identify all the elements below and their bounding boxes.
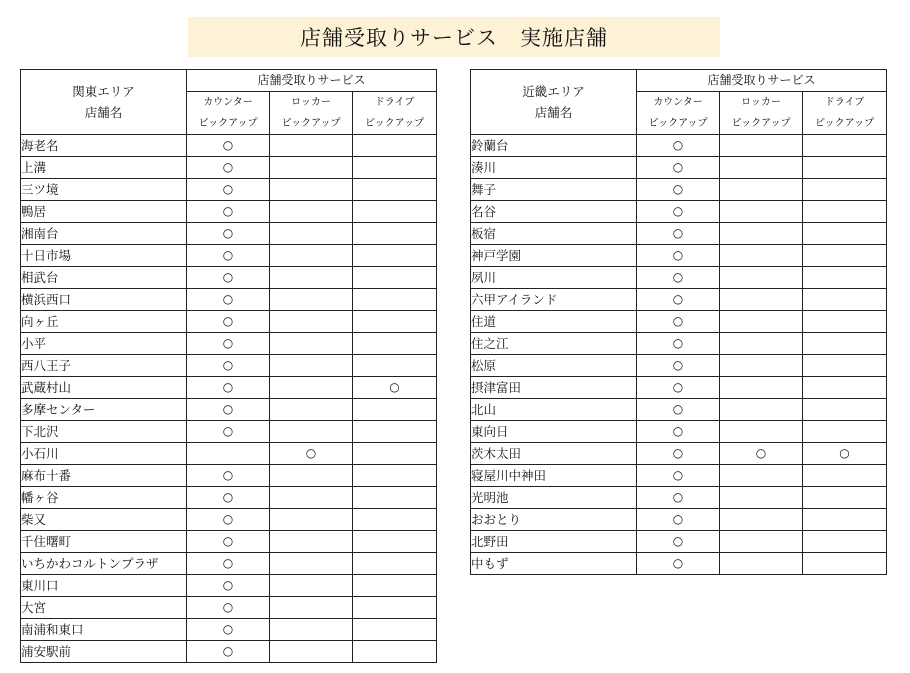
drive-pickup-cell <box>353 575 437 597</box>
drive-pickup-cell <box>803 333 887 355</box>
store-name-cell: 東向日 <box>471 421 637 443</box>
locker-pickup-cell <box>720 531 803 553</box>
table-row <box>21 179 437 201</box>
locker-pickup-cell <box>720 135 803 157</box>
counter-pickup-cell: ○ <box>187 245 270 267</box>
drive-pickup-cell <box>353 553 437 575</box>
kanto-region-header <box>21 70 187 135</box>
table-row <box>471 355 887 377</box>
table-row <box>21 575 437 597</box>
store-name-cell: 大宮 <box>21 597 187 619</box>
kinki-service-header: 店舗受取りサービス <box>637 70 887 92</box>
drive-pickup-cell <box>803 201 887 223</box>
locker-pickup-cell: ○ <box>270 443 353 465</box>
table-row <box>21 641 437 663</box>
table-row <box>21 135 437 157</box>
drive-pickup-cell <box>353 267 437 289</box>
kanto-region-label: 関東エリア <box>72 84 135 99</box>
counter-pickup-cell: ○ <box>187 531 270 553</box>
store-name-cell: 南浦和東口 <box>21 619 187 641</box>
counter-pickup-cell: ○ <box>187 355 270 377</box>
drive-pickup-cell <box>353 245 437 267</box>
drive-pickup-cell <box>803 245 887 267</box>
table-row <box>471 553 887 575</box>
store-name-cell: 六甲アイランド <box>471 289 637 311</box>
store-name-cell: 千住曙町 <box>21 531 187 553</box>
table-row <box>471 443 887 465</box>
locker-pickup-cell <box>270 641 353 663</box>
table-row <box>471 135 887 157</box>
locker-pickup-cell <box>270 223 353 245</box>
drive-pickup-cell <box>353 487 437 509</box>
drive-pickup-cell <box>803 223 887 245</box>
drive-pickup-cell <box>803 355 887 377</box>
kanto-store-table <box>20 69 437 663</box>
kinki-table-body <box>471 135 887 575</box>
store-name-cell: 湊川 <box>471 157 637 179</box>
locker-pickup-cell <box>720 201 803 223</box>
store-name-cell: 上溝 <box>21 157 187 179</box>
kanto-col-counter: カウンター ピックアップ <box>187 92 270 135</box>
store-name-cell: 光明池 <box>471 487 637 509</box>
table-row <box>471 399 887 421</box>
locker-pickup-cell <box>720 179 803 201</box>
counter-pickup-cell: ○ <box>637 223 720 245</box>
locker-pickup-cell <box>720 509 803 531</box>
counter-pickup-cell: ○ <box>187 421 270 443</box>
drive-pickup-cell <box>353 135 437 157</box>
locker-pickup-cell <box>720 377 803 399</box>
locker-pickup-cell <box>270 597 353 619</box>
store-name-cell: 住之江 <box>471 333 637 355</box>
locker-pickup-cell <box>720 465 803 487</box>
table-row <box>21 245 437 267</box>
drive-pickup-cell <box>803 509 887 531</box>
store-name-cell: 摂津富田 <box>471 377 637 399</box>
locker-pickup-cell <box>720 421 803 443</box>
table-row <box>21 619 437 641</box>
drive-pickup-cell <box>803 487 887 509</box>
counter-pickup-cell: ○ <box>637 245 720 267</box>
table-row <box>471 245 887 267</box>
table-row <box>471 509 887 531</box>
table-row <box>471 465 887 487</box>
table-row <box>471 201 887 223</box>
locker-pickup-cell <box>270 157 353 179</box>
locker-pickup-cell <box>720 311 803 333</box>
kinki-col-drive: ドライブ ピックアップ <box>803 92 887 135</box>
kinki-store-name-label: 店舗名 <box>534 105 573 120</box>
locker-pickup-cell <box>270 267 353 289</box>
store-name-cell: 鴨居 <box>21 201 187 223</box>
drive-pickup-cell <box>803 289 887 311</box>
drive-pickup-cell <box>353 597 437 619</box>
counter-pickup-cell: ○ <box>637 267 720 289</box>
counter-pickup-cell: ○ <box>187 135 270 157</box>
counter-pickup-cell: ○ <box>637 487 720 509</box>
store-name-cell: 湘南台 <box>21 223 187 245</box>
drive-pickup-cell <box>353 509 437 531</box>
locker-pickup-cell <box>270 531 353 553</box>
page-title-text: 店舗受取りサービス 実施店舗 <box>300 26 608 50</box>
drive-pickup-cell <box>803 179 887 201</box>
store-name-cell: おおとり <box>471 509 637 531</box>
drive-pickup-cell <box>803 421 887 443</box>
store-name-cell: 横浜西口 <box>21 289 187 311</box>
table-row <box>21 377 437 399</box>
drive-pickup-cell <box>353 443 437 465</box>
store-name-cell: 東川口 <box>21 575 187 597</box>
table-row <box>21 223 437 245</box>
drive-pickup-cell <box>353 333 437 355</box>
table-row <box>471 377 887 399</box>
drive-pickup-cell <box>353 641 437 663</box>
table-row <box>21 157 437 179</box>
kanto-table-body <box>21 135 437 663</box>
drive-pickup-cell <box>353 531 437 553</box>
table-row <box>21 311 437 333</box>
locker-pickup-cell <box>270 619 353 641</box>
counter-pickup-cell: ○ <box>187 575 270 597</box>
store-name-cell: 下北沢 <box>21 421 187 443</box>
counter-pickup-cell: ○ <box>187 223 270 245</box>
store-name-cell: 舞子 <box>471 179 637 201</box>
locker-pickup-cell <box>270 575 353 597</box>
store-name-cell: 夙川 <box>471 267 637 289</box>
table-row <box>471 157 887 179</box>
locker-pickup-cell <box>720 553 803 575</box>
counter-pickup-cell: ○ <box>187 619 270 641</box>
counter-pickup-cell: ○ <box>637 311 720 333</box>
table-row <box>21 399 437 421</box>
store-name-cell: 茨木太田 <box>471 443 637 465</box>
counter-pickup-cell: ○ <box>637 179 720 201</box>
drive-pickup-cell <box>803 531 887 553</box>
locker-pickup-cell <box>720 355 803 377</box>
store-name-cell: 鈴蘭台 <box>471 135 637 157</box>
counter-pickup-cell: ○ <box>637 289 720 311</box>
locker-pickup-cell <box>720 399 803 421</box>
table-row <box>471 333 887 355</box>
locker-pickup-cell <box>720 267 803 289</box>
table-row <box>21 553 437 575</box>
kinki-region-header <box>471 70 637 135</box>
locker-pickup-cell: ○ <box>720 443 803 465</box>
locker-pickup-cell <box>270 333 353 355</box>
counter-pickup-cell: ○ <box>637 531 720 553</box>
drive-pickup-cell: ○ <box>803 443 887 465</box>
drive-pickup-cell <box>803 465 887 487</box>
drive-pickup-cell <box>353 311 437 333</box>
counter-pickup-cell: ○ <box>187 377 270 399</box>
drive-pickup-cell <box>353 157 437 179</box>
locker-pickup-cell <box>270 179 353 201</box>
locker-pickup-cell <box>270 487 353 509</box>
store-name-cell: 寝屋川中神田 <box>471 465 637 487</box>
kanto-store-name-label: 店舗名 <box>84 105 123 120</box>
store-name-cell: 小平 <box>21 333 187 355</box>
store-name-cell: 住道 <box>471 311 637 333</box>
locker-pickup-cell <box>720 223 803 245</box>
table-row <box>21 509 437 531</box>
table-row <box>21 531 437 553</box>
counter-pickup-cell: ○ <box>637 553 720 575</box>
store-name-cell: 松原 <box>471 355 637 377</box>
locker-pickup-cell <box>270 245 353 267</box>
drive-pickup-cell <box>353 201 437 223</box>
locker-pickup-cell <box>270 553 353 575</box>
counter-pickup-cell: ○ <box>637 509 720 531</box>
counter-pickup-cell: ○ <box>187 311 270 333</box>
table-row <box>21 421 437 443</box>
counter-pickup-cell: ○ <box>187 157 270 179</box>
store-name-cell: 浦安駅前 <box>21 641 187 663</box>
counter-pickup-cell: ○ <box>187 179 270 201</box>
table-row <box>471 289 887 311</box>
counter-pickup-cell: ○ <box>187 289 270 311</box>
store-name-cell: 西八王子 <box>21 355 187 377</box>
counter-pickup-cell: ○ <box>187 465 270 487</box>
counter-pickup-cell: ○ <box>187 487 270 509</box>
counter-pickup-cell: ○ <box>187 201 270 223</box>
table-row <box>21 597 437 619</box>
table-row <box>21 333 437 355</box>
counter-pickup-cell: ○ <box>637 443 720 465</box>
kinki-col-counter: カウンター ピックアップ <box>637 92 720 135</box>
counter-pickup-cell: ○ <box>637 465 720 487</box>
counter-pickup-cell <box>187 443 270 465</box>
store-name-cell: 幡ヶ谷 <box>21 487 187 509</box>
counter-pickup-cell: ○ <box>637 399 720 421</box>
drive-pickup-cell <box>803 135 887 157</box>
locker-pickup-cell <box>720 289 803 311</box>
store-name-cell: 三ツ境 <box>21 179 187 201</box>
table-row <box>21 267 437 289</box>
drive-pickup-cell <box>353 289 437 311</box>
counter-pickup-cell: ○ <box>187 333 270 355</box>
table-row <box>21 355 437 377</box>
locker-pickup-cell <box>270 465 353 487</box>
drive-pickup-cell <box>353 355 437 377</box>
locker-pickup-cell <box>720 157 803 179</box>
store-name-cell: いちかわコルトンプラザ <box>21 553 187 575</box>
locker-pickup-cell <box>270 289 353 311</box>
kinki-col-locker: ロッカー ピックアップ <box>720 92 803 135</box>
store-name-cell: 北山 <box>471 399 637 421</box>
drive-pickup-cell <box>803 267 887 289</box>
store-name-cell: 相武台 <box>21 267 187 289</box>
kanto-col-locker: ロッカー ピックアップ <box>270 92 353 135</box>
counter-pickup-cell: ○ <box>187 597 270 619</box>
table-row <box>471 421 887 443</box>
counter-pickup-cell: ○ <box>637 201 720 223</box>
table-row <box>21 443 437 465</box>
locker-pickup-cell <box>270 311 353 333</box>
locker-pickup-cell <box>270 355 353 377</box>
counter-pickup-cell: ○ <box>637 333 720 355</box>
drive-pickup-cell: ○ <box>353 377 437 399</box>
locker-pickup-cell <box>720 245 803 267</box>
drive-pickup-cell <box>353 179 437 201</box>
drive-pickup-cell <box>803 157 887 179</box>
drive-pickup-cell <box>353 399 437 421</box>
store-name-cell: 海老名 <box>21 135 187 157</box>
store-name-cell: 柴又 <box>21 509 187 531</box>
store-name-cell: 多摩センター <box>21 399 187 421</box>
table-row <box>21 487 437 509</box>
store-name-cell: 中もず <box>471 553 637 575</box>
store-name-cell: 北野田 <box>471 531 637 553</box>
counter-pickup-cell: ○ <box>637 355 720 377</box>
counter-pickup-cell: ○ <box>187 267 270 289</box>
drive-pickup-cell <box>803 377 887 399</box>
kinki-store-table <box>470 69 887 575</box>
store-name-cell: 麻布十番 <box>21 465 187 487</box>
counter-pickup-cell: ○ <box>637 421 720 443</box>
store-name-cell: 神戸学園 <box>471 245 637 267</box>
table-row <box>471 487 887 509</box>
drive-pickup-cell <box>803 399 887 421</box>
table-row <box>471 531 887 553</box>
store-name-cell: 名谷 <box>471 201 637 223</box>
locker-pickup-cell <box>270 377 353 399</box>
table-row <box>471 179 887 201</box>
drive-pickup-cell <box>353 465 437 487</box>
kinki-region-label: 近畿エリア <box>522 84 585 99</box>
table-row <box>471 311 887 333</box>
kanto-service-header: 店舗受取りサービス <box>187 70 437 92</box>
locker-pickup-cell <box>270 421 353 443</box>
drive-pickup-cell <box>353 421 437 443</box>
counter-pickup-cell: ○ <box>187 641 270 663</box>
drive-pickup-cell <box>353 223 437 245</box>
store-name-cell: 小石川 <box>21 443 187 465</box>
locker-pickup-cell <box>270 135 353 157</box>
table-row <box>471 223 887 245</box>
locker-pickup-cell <box>270 509 353 531</box>
locker-pickup-cell <box>720 333 803 355</box>
counter-pickup-cell: ○ <box>637 157 720 179</box>
locker-pickup-cell <box>270 399 353 421</box>
locker-pickup-cell <box>270 201 353 223</box>
table-row <box>471 267 887 289</box>
counter-pickup-cell: ○ <box>637 377 720 399</box>
counter-pickup-cell: ○ <box>637 135 720 157</box>
counter-pickup-cell: ○ <box>187 553 270 575</box>
table-row <box>21 289 437 311</box>
drive-pickup-cell <box>353 619 437 641</box>
store-name-cell: 十日市場 <box>21 245 187 267</box>
kanto-col-drive: ドライブ ピックアップ <box>353 92 437 135</box>
table-row <box>21 201 437 223</box>
store-name-cell: 向ヶ丘 <box>21 311 187 333</box>
page-title <box>188 17 720 57</box>
drive-pickup-cell <box>803 311 887 333</box>
locker-pickup-cell <box>720 487 803 509</box>
store-name-cell: 板宿 <box>471 223 637 245</box>
table-row <box>21 465 437 487</box>
drive-pickup-cell <box>803 553 887 575</box>
store-name-cell: 武蔵村山 <box>21 377 187 399</box>
counter-pickup-cell: ○ <box>187 509 270 531</box>
counter-pickup-cell: ○ <box>187 399 270 421</box>
